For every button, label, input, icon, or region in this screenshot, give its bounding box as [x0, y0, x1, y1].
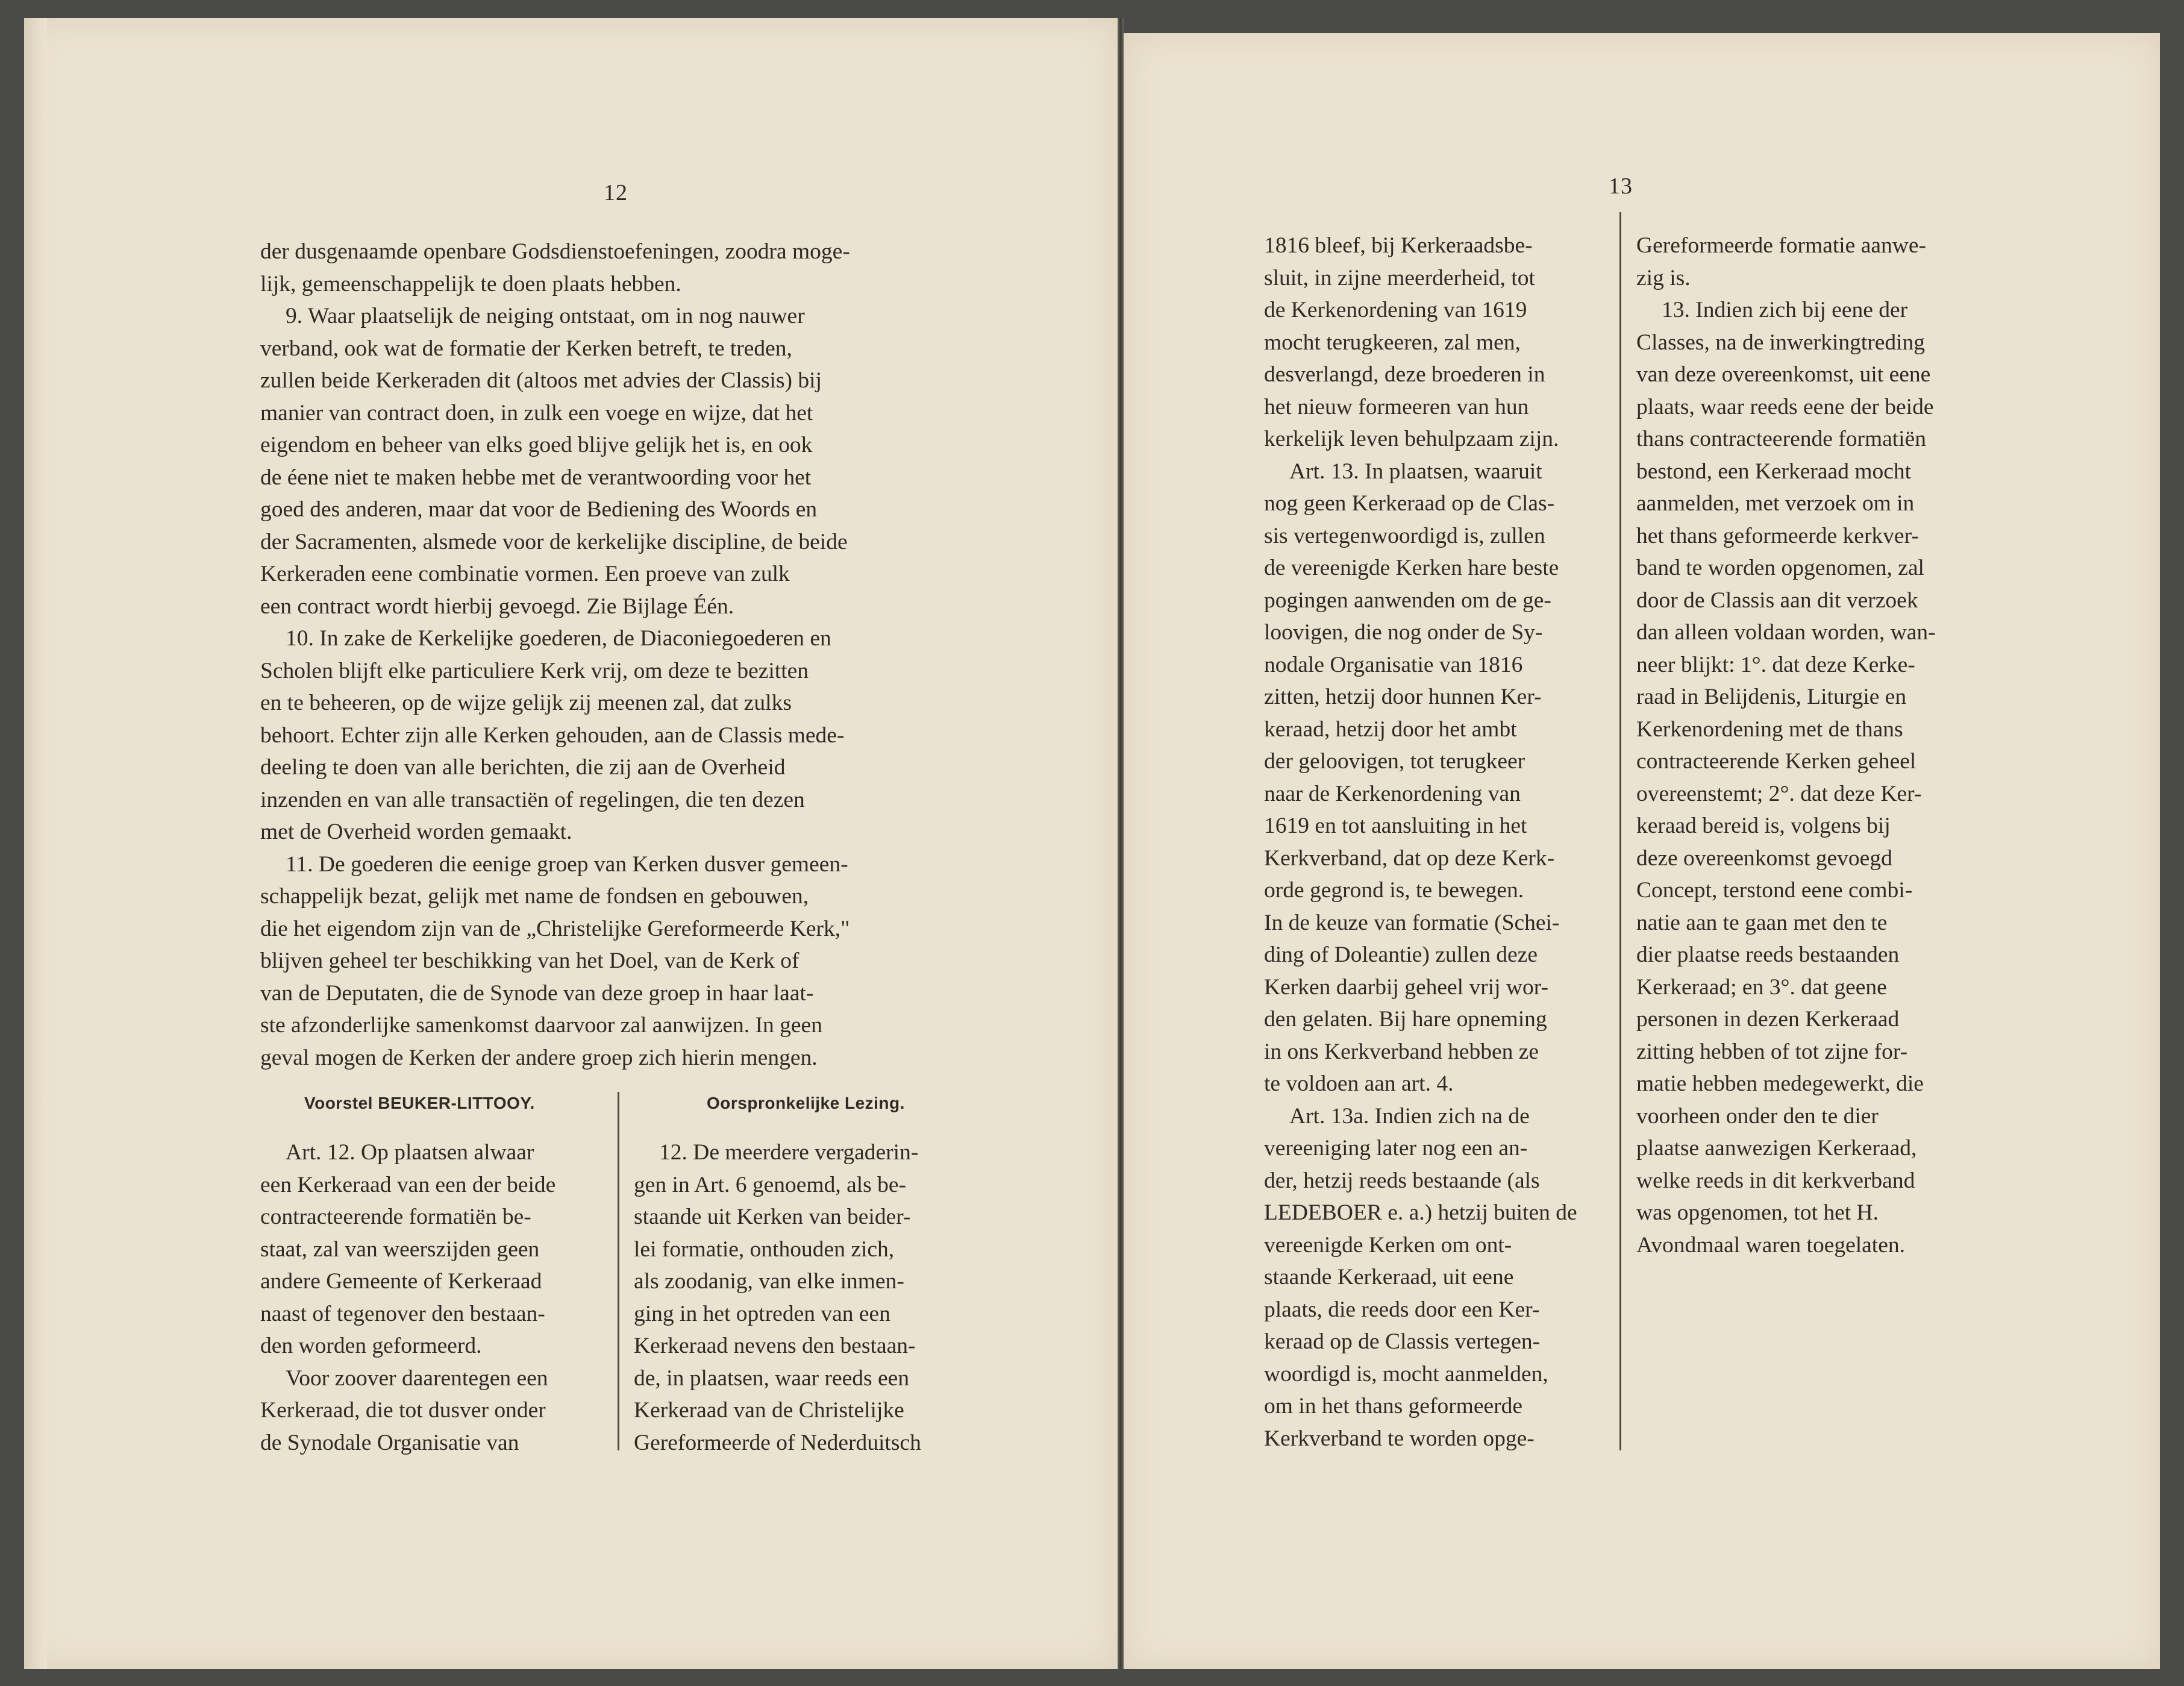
- text-line: aanmelden, met verzoek om in: [1636, 491, 1915, 516]
- text-line: het nieuw formeeren van hun: [1264, 394, 1529, 419]
- text-line: 1619 en tot aansluiting in het: [1264, 813, 1527, 838]
- text-line: een contract wordt hierbij gevoegd. Zie Bijlage Één.: [260, 594, 734, 619]
- text-line: der, hetzij reeds bestaande (als: [1264, 1168, 1540, 1193]
- right-column-2-text: [1636, 230, 1981, 1261]
- text-line: de, in plaatsen, waar reeds een: [634, 1365, 910, 1391]
- text-line: keraad, hetzij door het ambt: [1264, 716, 1517, 742]
- text-line: om in het thans geformeerde: [1264, 1394, 1523, 1418]
- text-line: vereeniging later nog een an-: [1264, 1136, 1528, 1161]
- text-line: Kerkeraad nevens den bestaan-: [634, 1333, 916, 1358]
- col1-heading: Voorstel BEUKER-LITTOOY.: [304, 1094, 535, 1112]
- text-line: de Kerkenordening van 1619: [1264, 298, 1527, 322]
- text-line: nog geen Kerkeraad op de Clas-: [1264, 491, 1555, 516]
- text-line: der geloovigen, tot terugkeer: [1264, 749, 1525, 774]
- text-line: het thans geformeerde kerkver-: [1636, 523, 1919, 548]
- text-line: keraad bereid is, volgens bij: [1636, 813, 1891, 838]
- text-line: zitten, hetzij door hunnen Ker-: [1264, 685, 1542, 709]
- text-line: Kerkverband, dat op deze Kerk-: [1264, 845, 1555, 871]
- text-line: Kerkeraden eene combinatie vormen. Een proeve van zulk: [260, 562, 790, 586]
- text-line: voorheen onder den te dier: [1636, 1103, 1879, 1129]
- text-line: verband, ook wat de formatie der Kerken betreft, te treden,: [260, 336, 792, 361]
- text-line: kerkelijk leven behulpzaam zijn.: [1264, 427, 1559, 451]
- text-line: lijk, gemeenschappelijk te doen plaats hebben.: [260, 271, 681, 296]
- text-line: thans contracteerende formatiën: [1636, 427, 1926, 451]
- text-line: met de Overheid worden gemaakt.: [260, 819, 572, 844]
- text-line: zitting hebben of tot zijne for-: [1636, 1039, 1908, 1064]
- left-column-2-text: [634, 1136, 976, 1459]
- text-line: van de Deputaten, die de Synode van deze groep in haar laat-: [260, 980, 814, 1006]
- text-line: manier van contract doen, in zulk een voege en wijze, dat het: [260, 400, 813, 425]
- text-line: Gereformeerde formatie aanwe-: [1636, 233, 1926, 258]
- text-line: 1816 bleef, bij Kerkeraadsbe-: [1264, 233, 1533, 258]
- text-line: eigendom en beheer van elks goed blijve gelijk het is, en ook: [260, 433, 813, 457]
- text-line: In de keuze van formatie (Schei-: [1264, 910, 1560, 935]
- left-column-divider: [618, 1092, 619, 1450]
- page-number-left: 12: [604, 180, 628, 205]
- text-line: goed des anderen, maar dat voor de Bediening des Woords en: [260, 497, 818, 522]
- text-line: contracteerende formatiën be-: [260, 1205, 531, 1229]
- text-line: naast of tegenover den bestaan-: [260, 1301, 545, 1326]
- text-line: te voldoen aan art. 4.: [1264, 1071, 1454, 1096]
- text-line: andere Gemeente of Kerkeraad: [260, 1269, 542, 1294]
- text-line: door de Classis aan dit verzoek: [1636, 588, 1918, 613]
- text-line: Art. 13. In plaatsen, waaruit: [1289, 459, 1542, 484]
- book-gutter: [1118, 18, 1124, 1669]
- text-line: sis vertegenwoordigd is, zullen: [1264, 523, 1545, 548]
- text-line: bestond, een Kerkeraad mocht: [1636, 459, 1912, 484]
- text-line: nodale Organisatie van 1816: [1264, 652, 1523, 677]
- text-line: deeling te doen van alle berichten, die zij aan de Overheid: [260, 755, 786, 780]
- text-line: dier plaatse reeds bestaanden: [1636, 942, 1900, 967]
- text-line: geval mogen de Kerken der andere groep zich hierin mengen.: [260, 1045, 818, 1070]
- text-line: inzenden en van alle transactiën of regelingen, die ten dezen: [260, 787, 805, 812]
- text-line: plaats, die reeds door een Ker-: [1264, 1297, 1540, 1322]
- right-column-divider: [1619, 212, 1621, 1450]
- page-number-right: 13: [1609, 174, 1633, 199]
- text-line: de Synodale Organisatie van: [260, 1430, 519, 1455]
- text-line: woordigd is, mocht aanmelden,: [1264, 1361, 1548, 1387]
- text-line: matie hebben medegewerkt, die: [1636, 1071, 1924, 1096]
- text-line: zig is.: [1636, 265, 1691, 290]
- text-line: den gelaten. Bij hare opneming: [1264, 1007, 1547, 1032]
- text-line: orde gegrond is, te bewegen.: [1264, 878, 1524, 903]
- text-line: vereenigde Kerken om ont-: [1264, 1232, 1512, 1258]
- text-line: welke reeds in dit kerkverband: [1636, 1168, 1915, 1193]
- text-line: in ons Kerkverband hebben ze: [1264, 1039, 1539, 1064]
- text-line: plaats, waar reeds eene der beide: [1636, 394, 1934, 419]
- text-line: ging in het optreden van een: [634, 1301, 890, 1326]
- text-line: schappelijk bezat, gelijk met name de fondsen en gebouwen,: [260, 884, 809, 909]
- text-line: pogingen aanwenden om de ge-: [1264, 588, 1551, 613]
- text-line: de éene niet te maken hebbe met de verantwoording voor het: [260, 465, 812, 490]
- text-line: Kerkenordening met de thans: [1636, 716, 1903, 742]
- text-line: naar de Kerkenordening van: [1264, 781, 1521, 806]
- text-line: staande uit Kerken van beider-: [634, 1205, 911, 1229]
- right-column-1-text: [1264, 230, 1609, 1455]
- text-line: Gereformeerde of Nederduitsch: [634, 1430, 921, 1455]
- text-line: deze overeenkomst gevoegd: [1636, 845, 1892, 871]
- text-line: Kerkverband te worden opge-: [1264, 1426, 1535, 1451]
- text-line: loovigen, die nog onder de Sy-: [1264, 620, 1543, 645]
- text-line: 13. Indien zich bij eene der: [1662, 298, 1908, 322]
- text-line: die het eigendom zijn van de „Christelijke Gereformeerde Kerk,": [260, 916, 850, 941]
- text-line: Kerkeraad van de Christelijke: [634, 1398, 904, 1423]
- text-line: neer blijkt: 1°. dat deze Kerke-: [1636, 652, 1915, 677]
- text-line: dan alleen voldaan worden, wan-: [1636, 620, 1936, 645]
- text-line: staande Kerkeraad, uit eene: [1264, 1265, 1514, 1290]
- text-line: was opgenomen, tot het H.: [1636, 1200, 1879, 1225]
- text-line: der Sacramenten, alsmede voor de kerkelijke discipline, de beide: [260, 529, 848, 554]
- text-line: de vereenigde Kerken hare beste: [1264, 556, 1559, 580]
- text-line: LEDEBOER e. a.) hetzij buiten de: [1264, 1200, 1577, 1225]
- text-line: den worden geformeerd.: [260, 1333, 482, 1358]
- text-line: als zoodanig, van elke inmen-: [634, 1269, 904, 1294]
- text-line: band te worden opgenomen, zal: [1636, 556, 1924, 580]
- text-line: van deze overeenkomst, uit eene: [1636, 362, 1931, 387]
- text-line: zullen beide Kerkeraden dit (altoos met advies der Classis) bij: [260, 368, 822, 393]
- text-line: Scholen blijft elke particuliere Kerk vrij, om deze te bezitten: [260, 658, 809, 683]
- text-line: mocht terugkeeren, zal men,: [1264, 330, 1521, 355]
- col2-heading: Oorspronkelijke Lezing.: [707, 1094, 905, 1112]
- text-line: Classes, na de inwerkingtreding: [1636, 330, 1926, 355]
- left-column-1-text: [260, 1136, 605, 1459]
- text-line: blijven geheel ter beschikking van het Doel, van de Kerk of: [260, 948, 799, 973]
- page-edge-strip: [24, 18, 47, 1669]
- text-line: Avondmaal waren toegelaten.: [1636, 1232, 1905, 1258]
- text-line: lei formatie, onthouden zich,: [634, 1236, 895, 1262]
- left-main-text: [260, 236, 976, 1074]
- text-line: sluit, in zijne meerderheid, tot: [1264, 265, 1535, 290]
- text-line: 9. Waar plaatselijk de neiging ontstaat, om in nog nauwer: [286, 304, 805, 328]
- text-line: 11. De goederen die eenige groep van Kerken dusver gemeen-: [286, 851, 848, 877]
- text-line: Kerkeraad, die tot dusver onder: [260, 1398, 546, 1423]
- text-line: raad in Belijdenis, Liturgie en: [1636, 685, 1907, 709]
- text-line: contracteerende Kerken geheel: [1636, 749, 1916, 774]
- text-line: gen in Art. 6 genoemd, als be-: [634, 1172, 906, 1197]
- text-line: Voor zoover daarentegen een: [286, 1365, 548, 1391]
- text-line: Art. 13a. Indien zich na de: [1289, 1103, 1530, 1129]
- text-line: keraad op de Classis vertegen-: [1264, 1329, 1541, 1354]
- text-line: natie aan te gaan met den te: [1636, 910, 1888, 935]
- text-line: desverlangd, deze broederen in: [1264, 362, 1545, 387]
- text-line: Kerken daarbij geheel vrij wor-: [1264, 974, 1548, 1000]
- text-line: staat, zal van weerszijden geen: [260, 1236, 540, 1262]
- text-line: Art. 12. Op plaatsen alwaar: [286, 1140, 534, 1165]
- text-line: plaatse aanwezigen Kerkeraad,: [1636, 1136, 1917, 1161]
- text-line: Concept, terstond eene combi-: [1636, 878, 1913, 903]
- text-line: en te beheeren, op de wijze gelijk zij meenen zal, dat zulks: [260, 691, 792, 715]
- text-line: 10. In zake de Kerkelijke goederen, de Diaconiegoederen en: [286, 626, 831, 651]
- text-line: 12. De meerdere vergaderin-: [659, 1140, 919, 1165]
- text-line: overeenstemt; 2°. dat deze Ker-: [1636, 781, 1922, 806]
- text-line: der dusgenaamde openbare Godsdienstoefeningen, zoodra moge-: [260, 239, 850, 264]
- text-line: personen in dezen Kerkeraad: [1636, 1007, 1900, 1032]
- text-line: een Kerkeraad van een der beide: [260, 1172, 556, 1197]
- text-line: ste afzonderlijke samenkomst daarvoor zal aanwijzen. In geen: [260, 1013, 822, 1038]
- text-line: behoort. Echter zijn alle Kerken gehouden, aan de Classis mede-: [260, 722, 845, 748]
- text-line: Kerkeraad; en 3°. dat geene: [1636, 974, 1887, 1000]
- text-line: ding of Doleantie) zullen deze: [1264, 942, 1538, 967]
